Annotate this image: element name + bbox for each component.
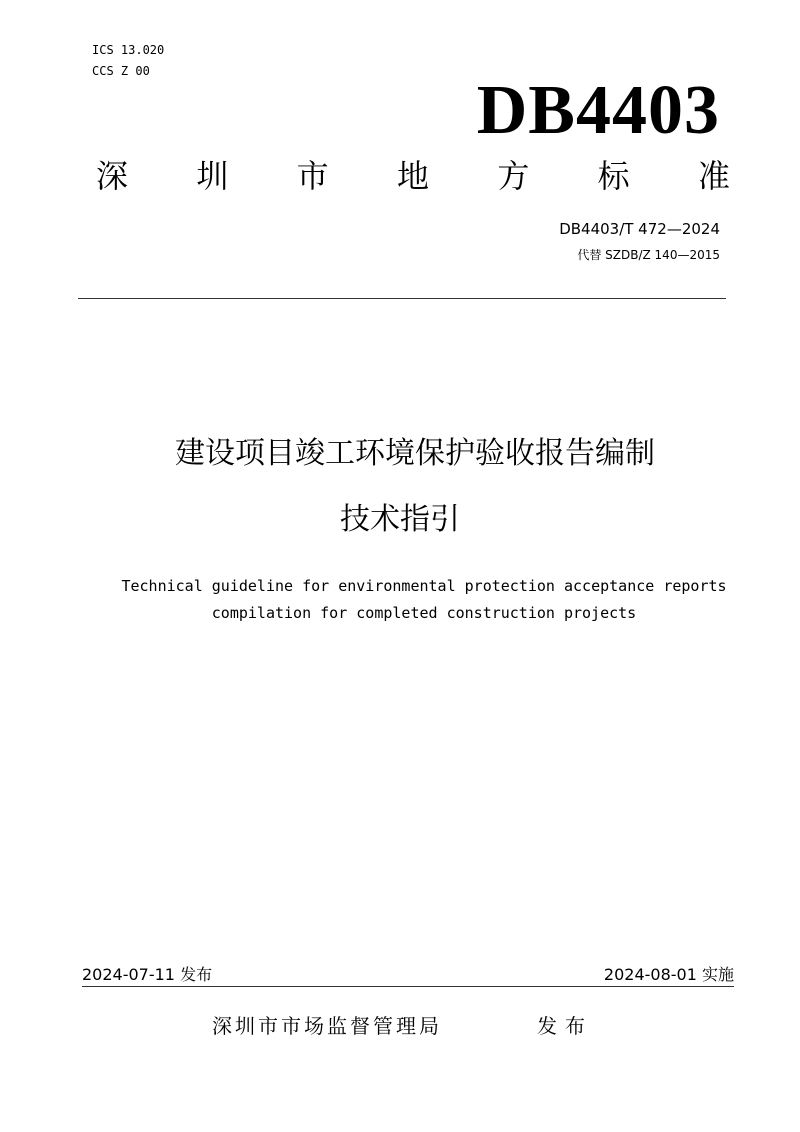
heading-char: 圳 — [196, 157, 229, 195]
standard-number: DB4403/T 472—2024 — [559, 220, 720, 238]
document-title-en-line1: Technical guideline for environmental protection acceptance reports — [121, 577, 727, 595]
header-divider — [78, 298, 726, 299]
footer-divider — [82, 986, 734, 987]
heading-char: 深 — [96, 157, 129, 195]
ccs-code: CCS Z 00 — [92, 64, 150, 78]
heading-char: 方 — [497, 157, 530, 195]
document-title-en-line2: compilation for completed construction projects — [211, 604, 637, 622]
publish-date: 2024-07-11 发布 — [82, 965, 213, 984]
document-title-zh-line1: 建设项目竣工环境保护验收报告编制 — [175, 436, 655, 471]
replaces-standard: 代替 SZDB/Z 140—2015 — [577, 248, 720, 262]
heading-char: 市 — [296, 157, 329, 195]
heading-char: 标 — [597, 157, 630, 195]
issue-label: 发布 — [537, 1014, 593, 1038]
implement-date: 2024-08-01 实施 — [603, 965, 734, 984]
document-title-zh-line2: 技术指引 — [340, 502, 460, 537]
standard-type-heading — [96, 156, 730, 196]
standard-code-logo: DB4403 — [476, 72, 720, 149]
heading-char: 地 — [396, 157, 429, 195]
classification-codes — [92, 40, 164, 82]
issuing-authority: 深圳市市场监督管理局 — [212, 1014, 442, 1038]
ics-code: ICS 13.020 — [92, 43, 165, 57]
heading-char: 准 — [697, 157, 730, 195]
